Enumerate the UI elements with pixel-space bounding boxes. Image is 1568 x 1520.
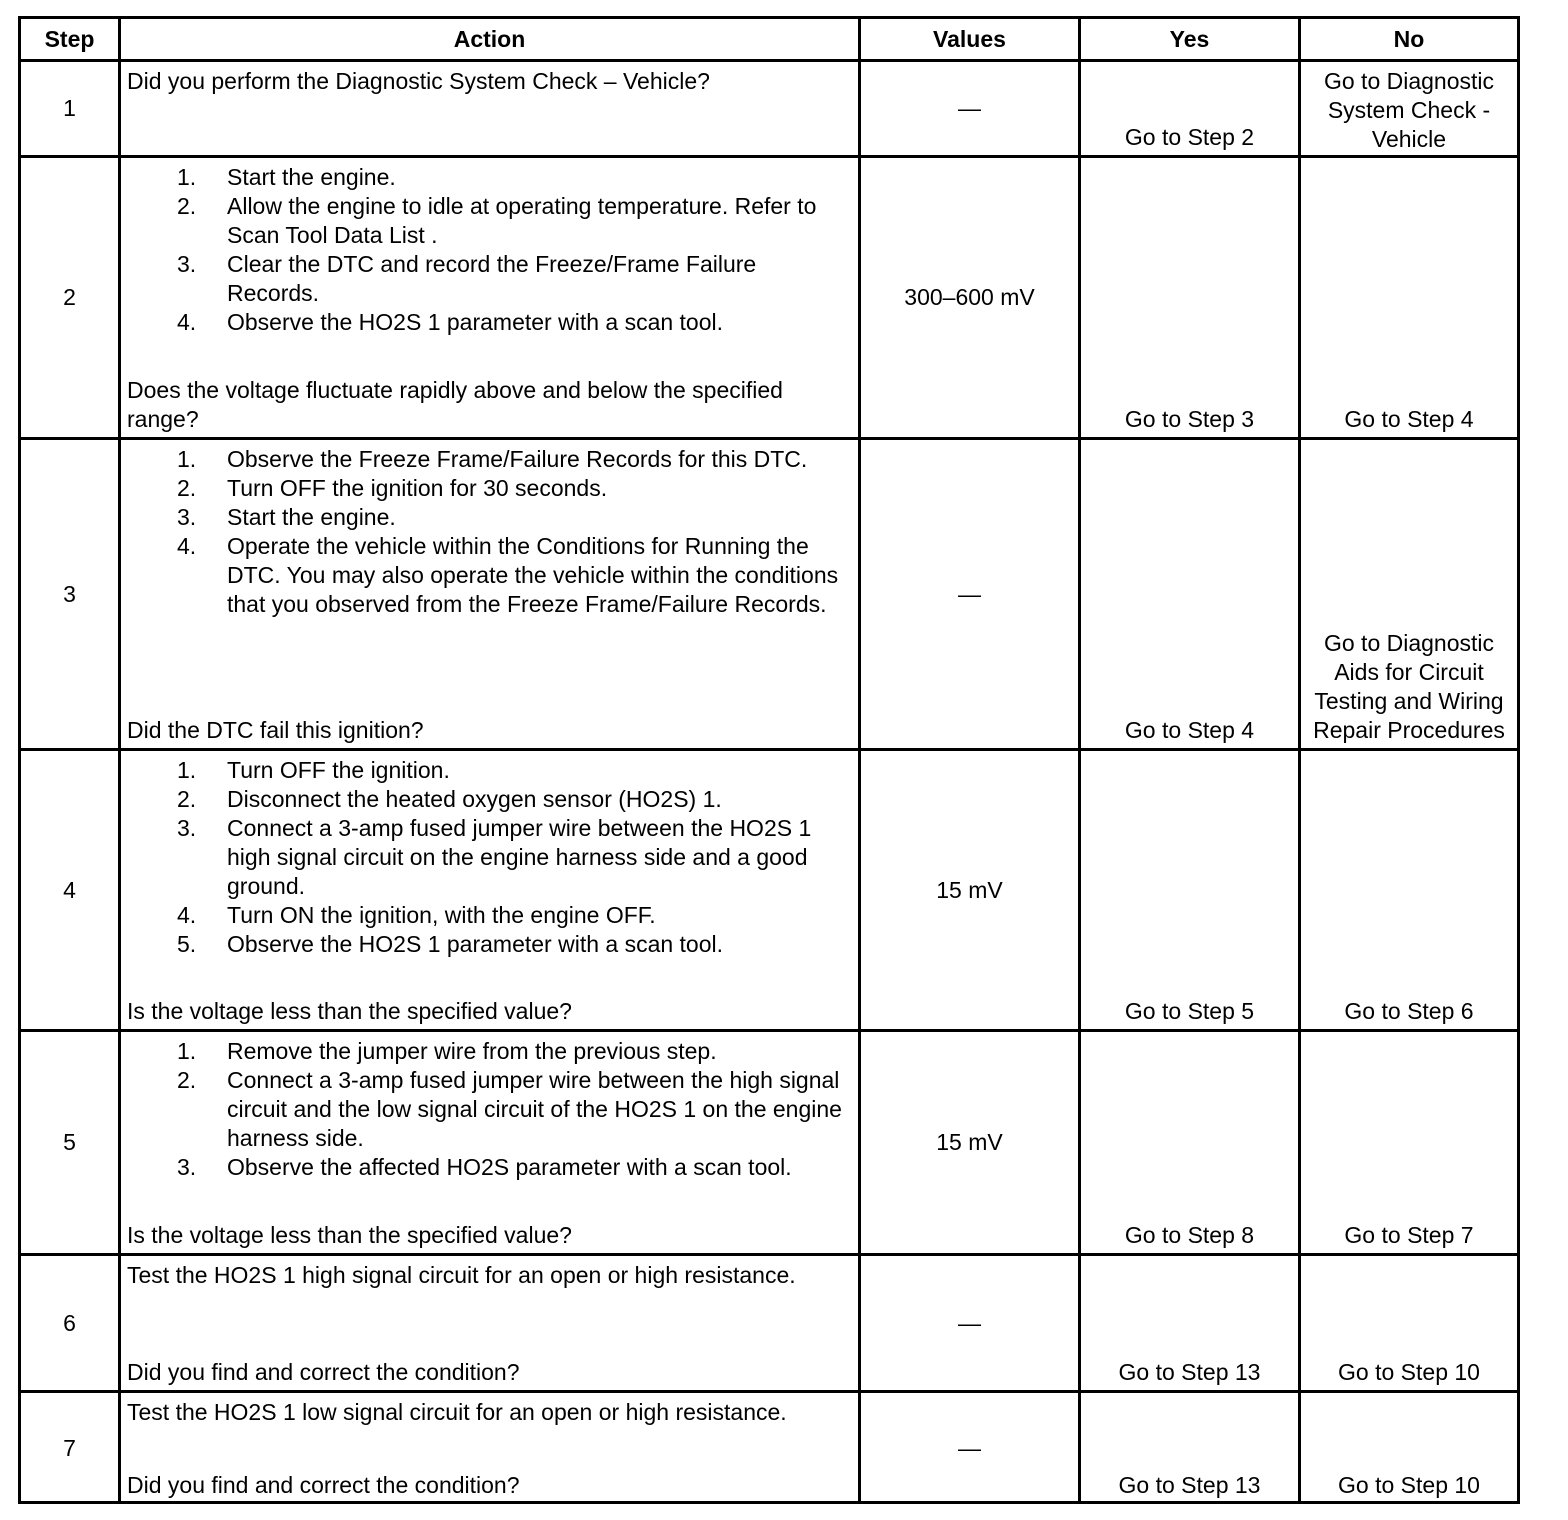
action-step bbox=[127, 163, 852, 192]
step-number: 1 bbox=[21, 62, 121, 158]
action-intro: Test the HO2S 1 low signal circuit for an open or high resistance. bbox=[127, 1399, 787, 1425]
action-step-text: Operate the vehicle within the Conditions for Running the DTC. You may also operate the vehicle within the conditions that you observed from the Freeze Frame/Failure Records. bbox=[227, 533, 839, 617]
action-cell bbox=[121, 1256, 861, 1393]
action-step-number: 1. bbox=[177, 757, 197, 783]
action-top bbox=[127, 1261, 852, 1290]
action-step bbox=[127, 308, 852, 337]
action-step bbox=[127, 785, 852, 814]
action-step bbox=[127, 814, 852, 901]
action-step-number: 3. bbox=[177, 251, 197, 277]
value-cell: — bbox=[861, 62, 1081, 158]
action-step-number: 3. bbox=[177, 1154, 197, 1180]
value-cell: 300–600 mV bbox=[861, 158, 1081, 440]
header-yes: Yes bbox=[1081, 19, 1301, 62]
action-top bbox=[127, 445, 852, 619]
action-cell bbox=[121, 158, 861, 440]
action-step-number: 4. bbox=[177, 533, 197, 559]
header-values: Values bbox=[861, 19, 1081, 62]
no-cell: Go to Step 4 bbox=[1301, 158, 1517, 440]
action-step-number: 4. bbox=[177, 902, 197, 928]
action-steps-list bbox=[127, 163, 852, 337]
no-cell: Go to Diagnostic System Check - Vehicle bbox=[1301, 62, 1517, 158]
action-cell bbox=[121, 440, 861, 751]
action-question: Did the DTC fail this ignition? bbox=[127, 717, 424, 743]
value-cell: — bbox=[861, 1256, 1081, 1393]
action-step-number: 2. bbox=[177, 786, 197, 812]
header-no: No bbox=[1301, 19, 1517, 62]
no-cell: Go to Step 7 bbox=[1301, 1032, 1517, 1256]
action-step-text: Observe the affected HO2S parameter with a scan tool. bbox=[227, 1154, 792, 1180]
value-cell: 15 mV bbox=[861, 1032, 1081, 1256]
action-step-text: Connect a 3-amp fused jumper wire between the high signal circuit and the low signal circuit of the HO2S 1 on the engine harness side. bbox=[227, 1067, 842, 1151]
action-top bbox=[127, 163, 852, 337]
action-intro: Did you perform the Diagnostic System Check – Vehicle? bbox=[127, 68, 710, 94]
action-step bbox=[127, 474, 852, 503]
action-top bbox=[127, 1398, 852, 1427]
action-step bbox=[127, 901, 852, 930]
action-step bbox=[127, 930, 852, 959]
action-intro: Test the HO2S 1 high signal circuit for an open or high resistance. bbox=[127, 1262, 796, 1288]
action-step-text: Remove the jumper wire from the previous step. bbox=[227, 1038, 717, 1064]
action-step-text: Start the engine. bbox=[227, 164, 396, 190]
action-step-number: 1. bbox=[177, 164, 197, 190]
action-step-number: 3. bbox=[177, 504, 197, 530]
action-question: Is the voltage less than the specified value? bbox=[127, 1222, 572, 1248]
action-step-text: Observe the HO2S 1 parameter with a scan tool. bbox=[227, 309, 724, 335]
no-cell: Go to Step 10 bbox=[1301, 1256, 1517, 1393]
action-cell bbox=[121, 751, 861, 1032]
yes-cell: Go to Step 13 bbox=[1081, 1256, 1301, 1393]
action-steps-list bbox=[127, 1037, 852, 1182]
step-number: 3 bbox=[21, 440, 121, 751]
action-step bbox=[127, 192, 852, 250]
action-step-text: Connect a 3-amp fused jumper wire between the HO2S 1 high signal circuit on the engine harness side and a good ground. bbox=[227, 815, 812, 899]
action-question: Is the voltage less than the specified value? bbox=[127, 998, 572, 1024]
action-step-text: Start the engine. bbox=[227, 504, 396, 530]
action-step bbox=[127, 1066, 852, 1153]
diagnostic-table bbox=[18, 16, 1520, 1504]
action-step-number: 2. bbox=[177, 1067, 197, 1093]
action-cell bbox=[121, 1393, 861, 1503]
action-step-number: 1. bbox=[177, 446, 197, 472]
action-step bbox=[127, 250, 852, 308]
value-cell: — bbox=[861, 1393, 1081, 1503]
action-steps-list bbox=[127, 445, 852, 619]
action-step-number: 3. bbox=[177, 815, 197, 841]
step-number: 7 bbox=[21, 1393, 121, 1503]
action-step-text: Observe the Freeze Frame/Failure Records for this DTC. bbox=[227, 446, 808, 472]
action-step-text: Turn ON the ignition, with the engine OFF. bbox=[227, 902, 656, 928]
no-cell: Go to Step 10 bbox=[1338, 1472, 1480, 1498]
step-number: 6 bbox=[21, 1256, 121, 1393]
action-step bbox=[127, 756, 852, 785]
action-steps-list bbox=[127, 756, 852, 959]
action-step bbox=[127, 445, 852, 474]
action-step-number: 4. bbox=[177, 309, 197, 335]
action-step-text: Clear the DTC and record the Freeze/Frame Failure Records. bbox=[227, 251, 757, 306]
action-step bbox=[127, 532, 852, 619]
action-question: Did you find and correct the condition? bbox=[127, 1472, 520, 1498]
yes-cell: Go to Step 3 bbox=[1081, 158, 1301, 440]
action-question: Does the voltage fluctuate rapidly above and below the specified range? bbox=[127, 377, 783, 432]
action-step-text: Observe the HO2S 1 parameter with a scan tool. bbox=[227, 931, 724, 957]
yes-cell: Go to Step 2 bbox=[1081, 62, 1301, 158]
step-number: 2 bbox=[21, 158, 121, 440]
value-cell: — bbox=[861, 440, 1081, 751]
action-step-number: 5. bbox=[177, 931, 197, 957]
action-step-text: Disconnect the heated oxygen sensor (HO2S) 1. bbox=[227, 786, 722, 812]
action-top bbox=[127, 67, 852, 96]
action-top bbox=[127, 756, 852, 959]
action-cell bbox=[121, 62, 861, 158]
action-step-text: Allow the engine to idle at operating temperature. Refer to Scan Tool Data List . bbox=[227, 193, 817, 248]
action-cell bbox=[121, 1032, 861, 1256]
action-step bbox=[127, 1037, 852, 1066]
no-cell: Go to Diagnostic Aids for Circuit Testing and Wiring Repair Procedures bbox=[1301, 440, 1517, 751]
action-step bbox=[127, 1153, 852, 1182]
step-number: 5 bbox=[21, 1032, 121, 1256]
action-step-number: 2. bbox=[177, 193, 197, 219]
yes-cell: Go to Step 13 bbox=[1081, 1393, 1301, 1503]
yes-cell: Go to Step 4 bbox=[1081, 440, 1301, 751]
step-number: 4 bbox=[21, 751, 121, 1032]
action-step bbox=[127, 503, 852, 532]
action-step-text: Turn OFF the ignition. bbox=[227, 757, 450, 783]
action-step-number: 1. bbox=[177, 1038, 197, 1064]
yes-cell: Go to Step 5 bbox=[1081, 751, 1301, 1032]
header-step: Step bbox=[21, 19, 121, 62]
action-step-text: Turn OFF the ignition for 30 seconds. bbox=[227, 475, 608, 501]
action-step-number: 2. bbox=[177, 475, 197, 501]
no-cell: Go to Step 6 bbox=[1301, 751, 1517, 1032]
action-question: Did you find and correct the condition? bbox=[127, 1359, 520, 1385]
action-top bbox=[127, 1037, 852, 1182]
header-action: Action bbox=[121, 19, 861, 62]
value-cell: 15 mV bbox=[861, 751, 1081, 1032]
yes-cell: Go to Step 8 bbox=[1081, 1032, 1301, 1256]
